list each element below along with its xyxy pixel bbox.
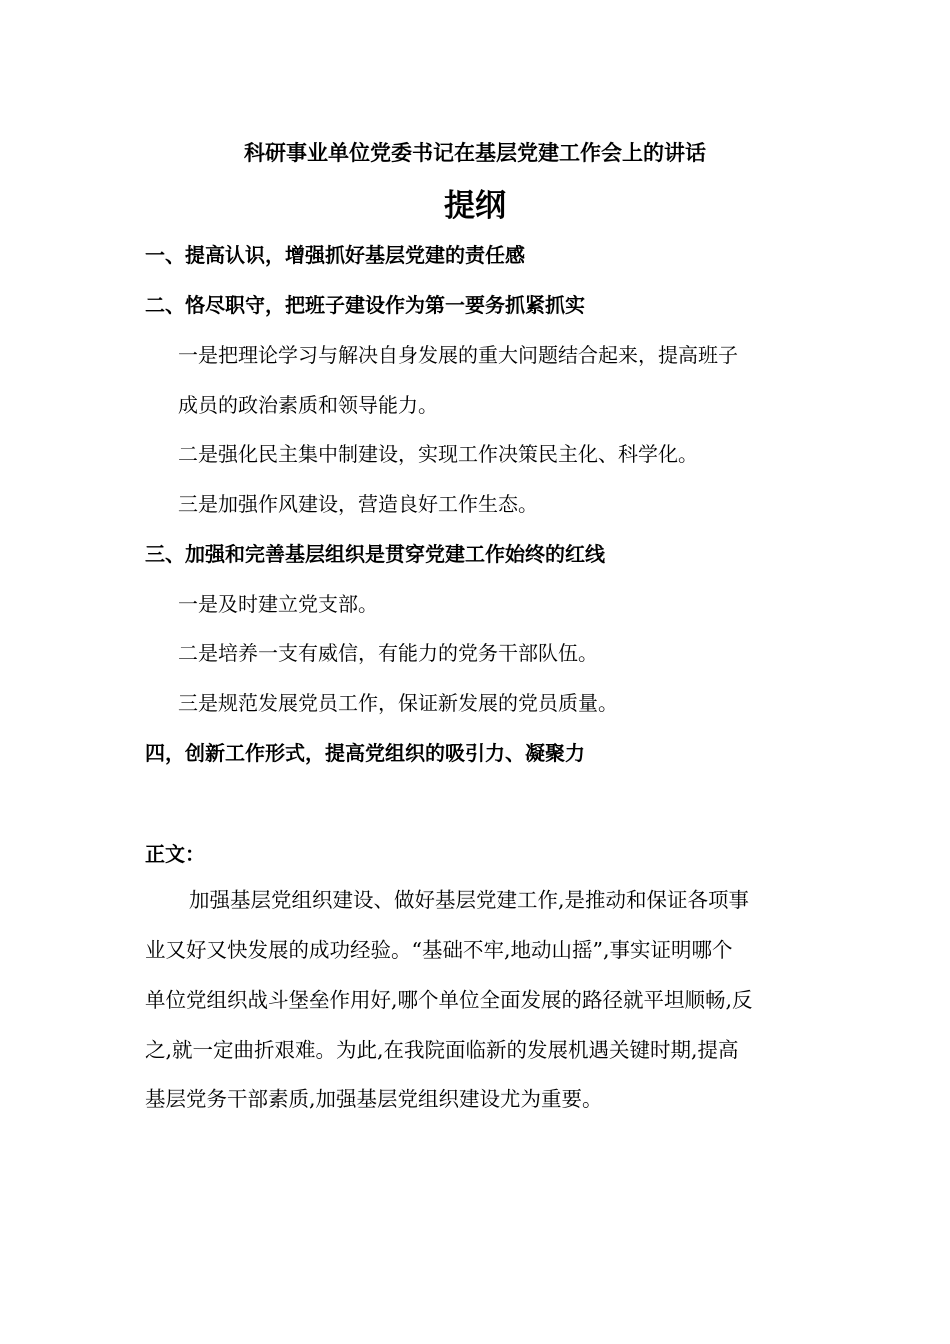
outline-heading-2: 二、恪尽职守，把班子建设作为第一要务抓紧抓实	[145, 293, 585, 317]
outline-item: 成员的政治素质和领导能力。	[178, 393, 438, 417]
outline-heading-1: 一、提高认识，增强抓好基层党建的责任感	[145, 243, 525, 267]
body-line: 加强基层党组织建设、做好基层党建工作,是推动和保证各项事	[189, 888, 750, 912]
body-label: 正文：	[145, 842, 205, 866]
document-subtitle: 提纲	[444, 188, 506, 224]
outline-heading-4: 四，创新工作形式，提高党组织的吸引力、凝聚力	[145, 741, 585, 765]
outline-item: 二是培养一支有威信，有能力的党务干部队伍。	[178, 641, 598, 665]
body-line: 基层党务干部素质,加强基层党组织建设尤为重要。	[145, 1087, 603, 1111]
document-title: 科研事业单位党委书记在基层党建工作会上的讲话	[244, 141, 706, 165]
outline-heading-3: 三、加强和完善基层组织是贯穿党建工作始终的红线	[145, 542, 605, 566]
outline-item: 一是及时建立党支部。	[178, 592, 378, 616]
outline-item: 三是加强作风建设，营造良好工作生态。	[178, 492, 538, 516]
body-line: 单位党组织战斗堡垒作用好,哪个单位全面发展的路径就平坦顺畅,反	[145, 988, 753, 1012]
outline-item: 一是把理论学习与解决自身发展的重大问题结合起来，提高班子	[178, 343, 738, 367]
body-line: 之,就一定曲折艰难。为此,在我院面临新的发展机遇关键时期,提高	[145, 1038, 739, 1062]
outline-item: 三是规范发展党员工作，保证新发展的党员质量。	[178, 691, 618, 715]
body-line: 业又好又快发展的成功经验。“基础不牢,地动山摇”,事实证明哪个	[145, 938, 733, 962]
outline-item: 二是强化民主集中制建设，实现工作决策民主化、科学化。	[178, 442, 698, 466]
